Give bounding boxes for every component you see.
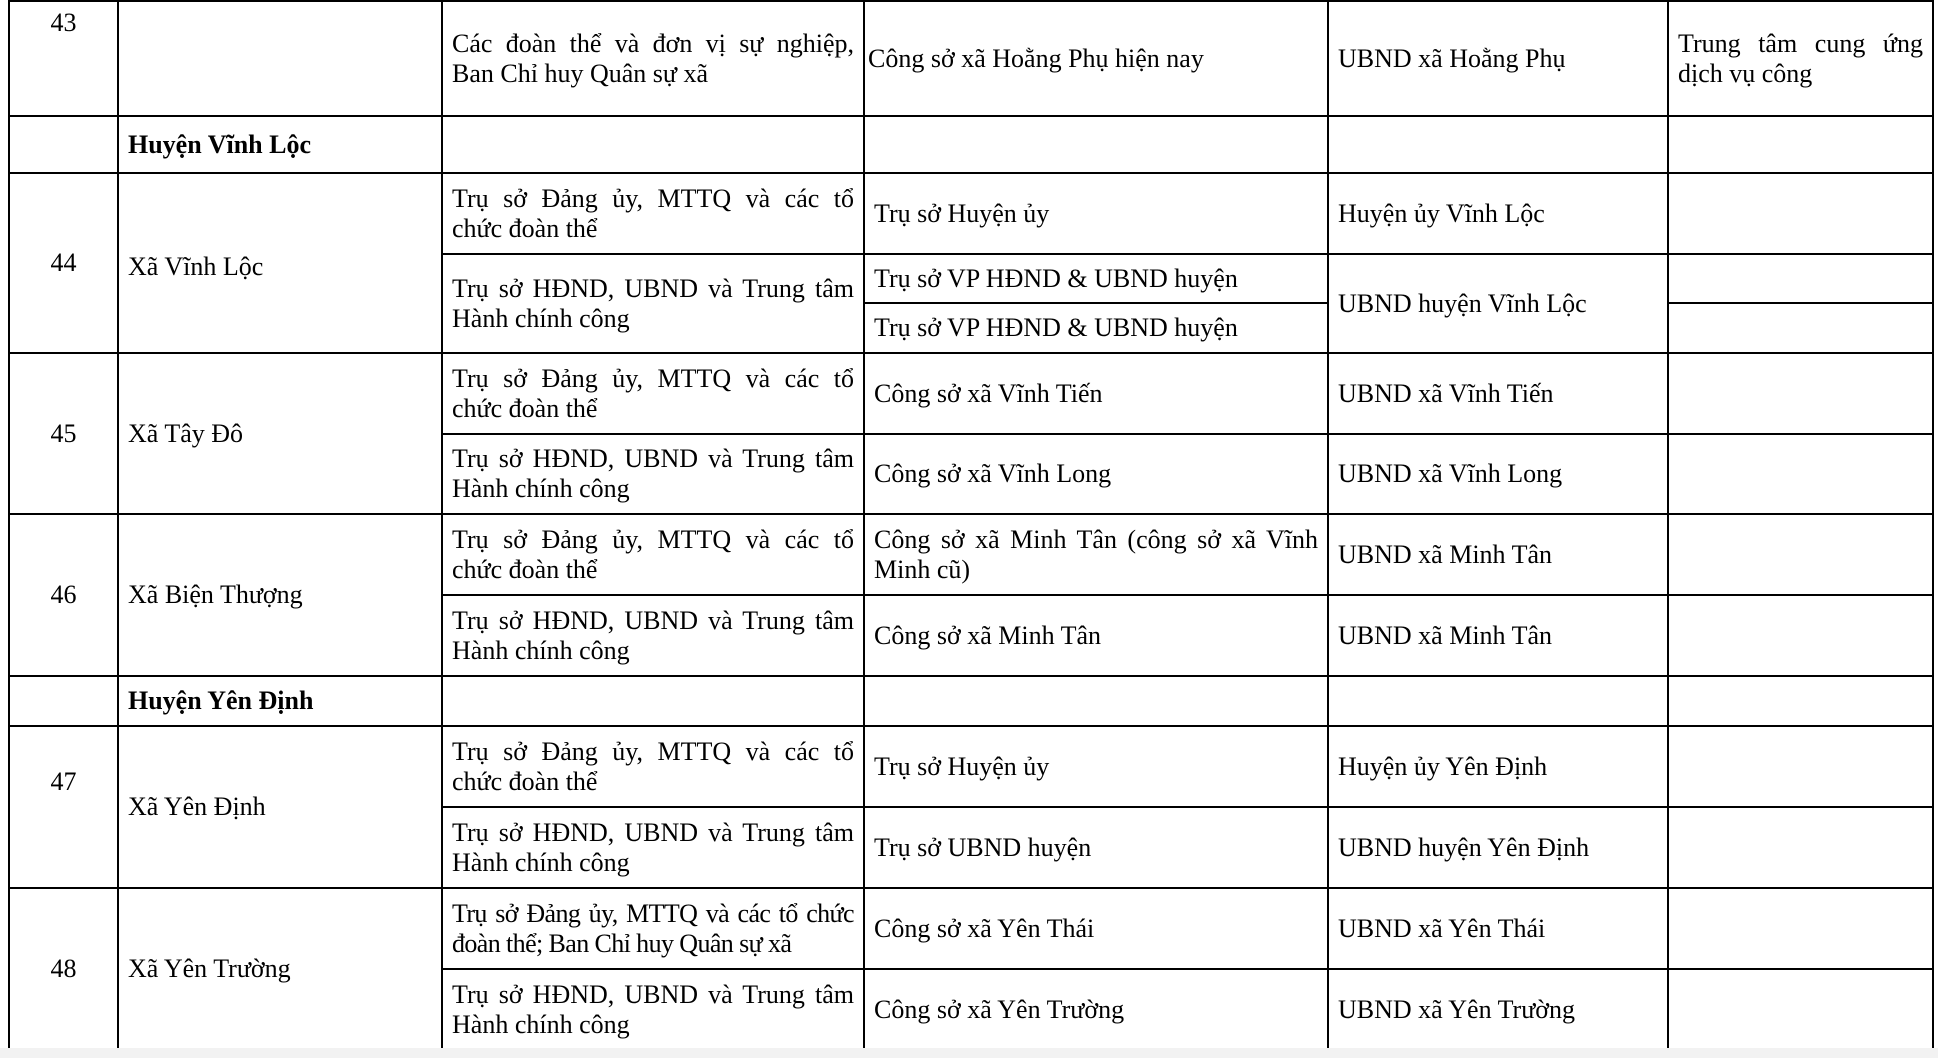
table-row (9, 173, 1933, 254)
unit-cell: UBND xã Hoằng Phụ (1328, 1, 1668, 116)
unit-cell: UBND huyện Vĩnh Lộc (1328, 254, 1668, 353)
stt-cell (9, 676, 118, 726)
unit-cell: UBND xã Minh Tân (1328, 514, 1668, 595)
stt-cell (9, 116, 118, 173)
district-header-row (9, 116, 1933, 173)
stt-cell: 48 (9, 888, 118, 1050)
table-row (9, 353, 1933, 434)
note-cell (1668, 303, 1933, 353)
note-cell (1668, 969, 1933, 1050)
district-header-row (9, 676, 1933, 726)
unit-cell: Huyện ủy Vĩnh Lộc (1328, 173, 1668, 254)
note-cell (1668, 726, 1933, 807)
unit-cell: Huyện ủy Yên Định (1328, 726, 1668, 807)
unit-cell: UBND huyện Yên Định (1328, 807, 1668, 888)
office-type-cell: Trụ sở HĐND, UBND và Trung tâm Hành chính công (442, 434, 864, 514)
note-cell (1668, 434, 1933, 514)
note-cell (1668, 807, 1933, 888)
note-cell: Trung tâm cung ứng dịch vụ công (1668, 1, 1933, 116)
empty-cell (1668, 676, 1933, 726)
page-bottom-edge (0, 1048, 1938, 1058)
empty-cell (442, 116, 864, 173)
note-cell (1668, 173, 1933, 254)
unit-cell: UBND xã Vĩnh Tiến (1328, 353, 1668, 434)
unit-cell: UBND xã Vĩnh Long (1328, 434, 1668, 514)
commune-cell: Xã Yên Định (118, 726, 442, 888)
office-type-cell: Trụ sở HĐND, UBND và Trung tâm Hành chính công (442, 595, 864, 676)
stt-cell: 46 (9, 514, 118, 676)
location-cell: Công sở xã Vĩnh Long (864, 434, 1328, 514)
facility-table (8, 0, 1934, 1051)
location-cell: Trụ sở VP HĐND & UBND huyện (864, 254, 1328, 303)
location-cell: Trụ sở Huyện ủy (864, 173, 1328, 254)
location-cell: Trụ sở Huyện ủy (864, 726, 1328, 807)
table-row (9, 726, 1933, 807)
unit-cell: UBND xã Yên Trường (1328, 969, 1668, 1050)
office-type-cell: Trụ sở Đảng ủy, MTTQ và các tổ chức đoàn thể; Ban Chỉ huy Quân sự xã (442, 888, 864, 969)
office-type-cell: Trụ sở Đảng ủy, MTTQ và các tổ chức đoàn thể (442, 173, 864, 254)
note-cell (1668, 888, 1933, 969)
location-cell: Trụ sở UBND huyện (864, 807, 1328, 888)
location-cell: Công sở xã Yên Trường (864, 969, 1328, 1050)
office-type-cell: Trụ sở Đảng ủy, MTTQ và các tổ chức đoàn thể (442, 353, 864, 434)
district-name: Huyện Vĩnh Lộc (118, 116, 442, 173)
empty-cell (442, 676, 864, 726)
note-cell (1668, 595, 1933, 676)
note-cell (1668, 514, 1933, 595)
location-cell: Công sở xã Hoằng Phụ hiện nay (864, 1, 1328, 116)
location-cell: Công sở xã Vĩnh Tiến (864, 353, 1328, 434)
empty-cell (1668, 116, 1933, 173)
location-cell: Công sở xã Minh Tân (864, 595, 1328, 676)
commune-cell (118, 1, 442, 116)
unit-cell: UBND xã Minh Tân (1328, 595, 1668, 676)
empty-cell (864, 676, 1328, 726)
empty-cell (864, 116, 1328, 173)
office-type-cell: Trụ sở HĐND, UBND và Trung tâm Hành chính công (442, 969, 864, 1050)
empty-cell (1328, 676, 1668, 726)
location-cell: Công sở xã Yên Thái (864, 888, 1328, 969)
office-type-cell: Trụ sở HĐND, UBND và Trung tâm Hành chính công (442, 254, 864, 353)
table-row (9, 514, 1933, 595)
unit-cell: UBND xã Yên Thái (1328, 888, 1668, 969)
table-row (9, 888, 1933, 969)
stt-cell: 43 (9, 1, 118, 116)
office-type-cell: Các đoàn thể và đơn vị sự nghiệp, Ban Chỉ huy Quân sự xã (442, 1, 864, 116)
table-row (9, 1, 1933, 116)
stt-cell: 45 (9, 353, 118, 514)
office-type-cell: Trụ sở Đảng ủy, MTTQ và các tổ chức đoàn thể (442, 514, 864, 595)
office-type-cell: Trụ sở Đảng ủy, MTTQ và các tổ chức đoàn thể (442, 726, 864, 807)
commune-cell: Xã Yên Trường (118, 888, 442, 1050)
note-cell (1668, 353, 1933, 434)
district-name: Huyện Yên Định (118, 676, 442, 726)
commune-cell: Xã Vĩnh Lộc (118, 173, 442, 353)
location-cell: Trụ sở VP HĐND & UBND huyện (864, 303, 1328, 353)
note-cell (1668, 254, 1933, 303)
office-type-cell: Trụ sở HĐND, UBND và Trung tâm Hành chính công (442, 807, 864, 888)
empty-cell (1328, 116, 1668, 173)
commune-cell: Xã Biện Thượng (118, 514, 442, 676)
stt-cell: 47 (9, 726, 118, 888)
stt-cell: 44 (9, 173, 118, 353)
commune-cell: Xã Tây Đô (118, 353, 442, 514)
location-cell: Công sở xã Minh Tân (công sở xã Vĩnh Minh cũ) (864, 514, 1328, 595)
